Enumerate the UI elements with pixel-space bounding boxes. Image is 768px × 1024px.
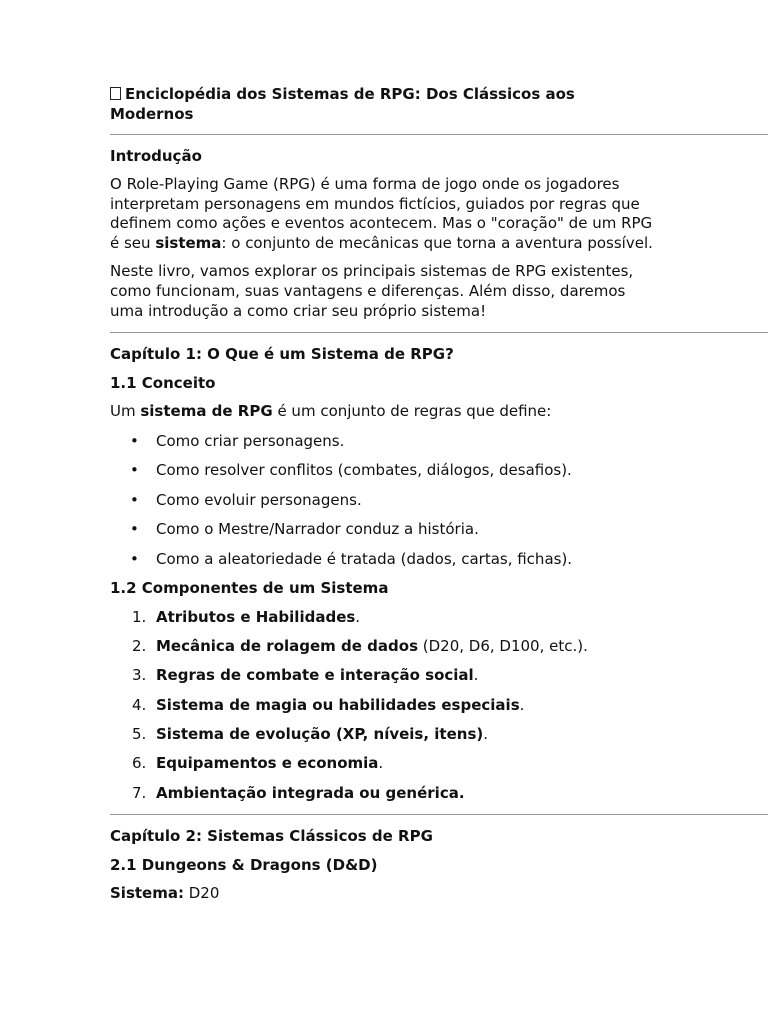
item-rest: . <box>378 754 384 773</box>
item-rest: . <box>483 724 489 743</box>
item-emphasis: Sistema de evolução (XP, níveis, itens) <box>156 724 484 743</box>
bullet-marker: • <box>130 461 139 480</box>
item-rest: . <box>519 695 525 714</box>
item-emphasis: Equipamentos e economia <box>156 754 379 773</box>
page-title <box>110 84 670 124</box>
list-item <box>110 549 768 569</box>
item-number: 7. <box>132 783 147 802</box>
system-line <box>110 884 660 904</box>
list-item-text: Como resolver conflitos (combates, diálogos, desafios). <box>156 461 572 480</box>
concept-text: Um <box>110 402 141 421</box>
item-rest: . <box>473 666 479 685</box>
list-item-text: Como o Mestre/Narrador conduz a história. <box>156 520 479 539</box>
item-emphasis: Atributos e Habilidades <box>156 607 356 626</box>
concept-text-end: é um conjunto de regras que define: <box>272 402 552 421</box>
intro-text-end: : o conjunto de mecânicas que torna a aventura possível. <box>221 233 653 252</box>
bullet-marker: • <box>130 520 139 539</box>
bullet-marker: • <box>130 490 139 509</box>
document-body <box>110 84 768 903</box>
section-divider <box>110 134 768 135</box>
item-number: 3. <box>132 666 147 685</box>
list-item <box>110 695 768 715</box>
list-item-text: Como evoluir personagens. <box>156 490 362 509</box>
item-number: 1. <box>132 607 147 626</box>
item-emphasis: Sistema de magia ou habilidades especiais <box>156 695 520 714</box>
item-number: 6. <box>132 754 147 773</box>
system-value: D20 <box>183 883 220 902</box>
intro-paragraph-2: Neste livro, vamos explorar os principais sistemas de RPG existentes, como funcionam, suas vantagens e diferenças. Além disso, daremos uma introdução a como criar seu próprio sistema! <box>110 262 634 320</box>
item-emphasis: Regras de combate e interação social <box>156 666 474 685</box>
item-number: 5. <box>132 724 147 743</box>
bullet-marker: • <box>130 549 139 568</box>
item-emphasis: Ambientação integrada ou genérica. <box>156 783 465 802</box>
bullet-marker: • <box>130 431 139 450</box>
section-divider <box>110 332 768 333</box>
item-rest: . <box>355 607 361 626</box>
list-item <box>110 753 768 773</box>
title-line-2: Modernos <box>110 105 194 123</box>
components-list <box>110 607 768 803</box>
intro-text: O Role-Playing Game (RPG) é uma forma de jogo onde os jogadores interpretam personagens em mundos fictícios, guiados por regras que definem como ações e eventos acontecem. Mas o "coração" de um RPG é seu <box>110 175 653 252</box>
list-item <box>110 607 768 627</box>
chapter-2-heading: Capítulo 2: Sistemas Clássicos de RPG <box>110 826 433 845</box>
section-1-1-heading: 1.1 Conceito <box>110 374 216 393</box>
list-item-text: Como a aleatoriedade é tratada (dados, cartas, fichas). <box>156 549 573 568</box>
item-emphasis: Mecânica de rolagem de dados <box>156 637 418 656</box>
book-icon <box>110 87 121 100</box>
list-item <box>110 519 768 539</box>
item-number: 4. <box>132 695 147 714</box>
item-number: 2. <box>132 637 147 656</box>
list-item <box>110 490 768 510</box>
intro-heading: Introdução <box>110 147 202 165</box>
item-rest: (D20, D6, D100, etc.). <box>418 637 588 656</box>
list-item <box>110 431 768 451</box>
list-item <box>110 724 768 744</box>
list-item <box>110 665 768 685</box>
list-item-text: Como criar personagens. <box>156 431 345 450</box>
section-1-1-intro <box>110 402 660 422</box>
list-item <box>110 636 768 656</box>
list-item <box>110 783 768 803</box>
chapter-1-heading: Capítulo 1: O Que é um Sistema de RPG? <box>110 345 454 364</box>
intro-paragraph-1 <box>110 175 660 253</box>
section-2-1-heading: 2.1 Dungeons & Dragons (D&D) <box>110 855 378 874</box>
concept-emphasis: sistema de RPG <box>140 402 273 421</box>
list-item <box>110 460 768 480</box>
section-1-2-heading: 1.2 Componentes de um Sistema <box>110 578 389 597</box>
system-label: Sistema: <box>110 883 184 902</box>
title-line-1: Enciclopédia dos Sistemas de RPG: Dos Clássicos aos <box>125 85 575 103</box>
section-divider <box>110 814 768 815</box>
intro-emphasis: sistema <box>155 233 222 252</box>
concept-list <box>110 431 768 569</box>
